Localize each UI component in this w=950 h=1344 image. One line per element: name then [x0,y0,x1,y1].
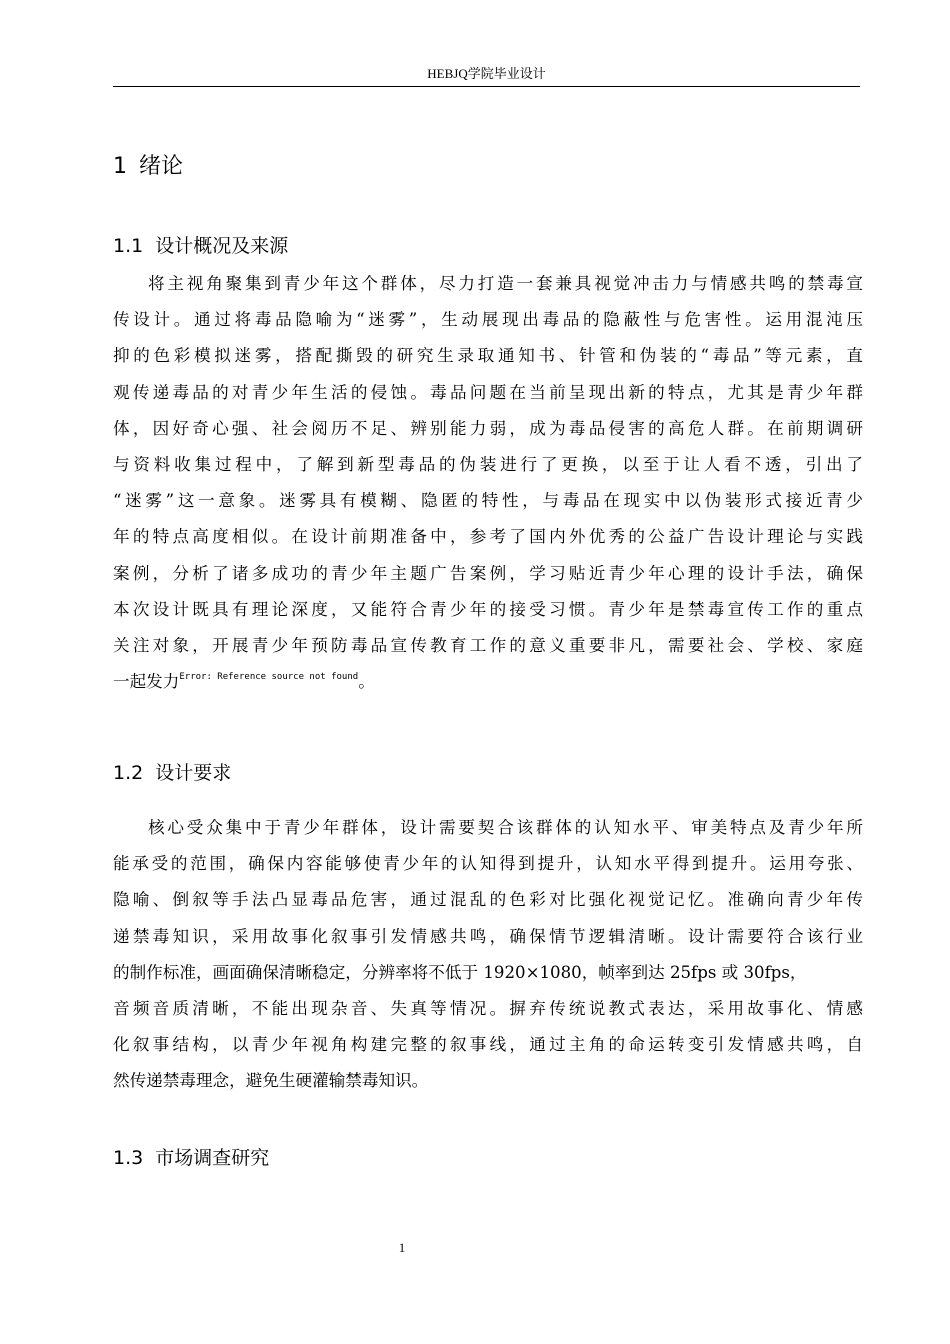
paragraph-line: 关注对象，开展青少年预防毒品宣传教育工作的意义重要非凡，需要社会、学校、家庭 [113,635,863,655]
page-number: 1 [398,1240,406,1255]
paragraph-line: 核心受众集中于青少年群体，设计需要契合该群体的认知水平、审美特点及青少年所 [148,818,863,837]
section-title: 市场调查研究 [155,1147,270,1169]
paragraph-line: 隐喻、倒叙等手法凸显毒品危害，通过混乱的色彩对比强化视觉记忆。准确向青少年传 [113,890,863,910]
chapter-heading [113,150,183,184]
paragraph-line: 将主视角聚集到青少年这个群体，尽力打造一套兼具视觉冲击力与情感共鸣的禁毒宣 [148,274,863,293]
section-1-1-paragraph [113,266,863,700]
paragraph-line: 体，因好奇心强、社会阅历不足、辨别能力弱，成为毒品侵害的高危人群。在前期调研 [113,418,863,438]
paragraph-line: 案例，分析了诸多成功的青少年主题广告案例，学习贴近青少年心理的设计手法，确保 [113,563,863,583]
paragraph-line: 能承受的范围，确保内容能够使青少年的认知得到提升，认知水平得到提升。运用夸张、 [113,854,863,874]
paragraph-line: 递禁毒知识，采用故事化叙事引发情感共鸣，确保情节逻辑清晰。设计需要符合该行业 [113,926,863,946]
section-heading-1-2 [113,758,231,788]
chapter-number: 1 [113,154,127,179]
section-number: 1.3 [113,1147,144,1169]
paragraph-line: 本次设计既具有理论深度，又能符合青少年的接受习惯。青少年是禁毒宣传工作的重点 [113,599,863,619]
paragraph-line: 与资料收集过程中，了解到新型毒品的伪装进行了更换，以至于让人看不透，引出了 [113,454,863,474]
header-rule [113,86,860,87]
section-heading-1-1 [113,231,288,261]
section-1-2-paragraph [113,810,863,1100]
paragraph-line: 抑的色彩模拟迷雾，搭配撕毁的研究生录取通知书、针管和伪装的“毒品”等元素，直 [113,346,863,366]
chapter-title: 绪论 [139,154,184,179]
section-number: 1.2 [113,762,144,784]
paragraph-punct: 。 [358,672,375,692]
reference-error: Error: Reference source not found [179,672,359,683]
paragraph-text: 一起发力 [113,672,180,692]
paragraph-line: 然传递禁毒理念，避免生硬灌输禁毒知识。 [113,1071,429,1091]
paragraph-line: 音频音质清晰，不能出现杂音、失真等情况。摒弃传统说教式表达，采用故事化、情感 [113,998,863,1018]
paragraph-line: 传设计。通过将毒品隐喻为“迷雾”，生动展现出毒品的隐蔽性与危害性。运用混沌压 [113,310,863,330]
section-heading-1-3 [113,1143,269,1173]
paragraph-line: 年的特点高度相似。在设计前期准备中，参考了国内外优秀的公益广告设计理论与实践 [113,527,863,547]
page-header: HEBJQ学院毕业设计 [427,66,546,81]
section-title: 设计要求 [155,762,232,784]
paragraph-line: 的制作标准，画面确保清晰稳定，分辨率将不低于 1920×1080，帧率到达 25fps 或 30fps， [113,962,807,982]
paragraph-line: 化叙事结构，以青少年视角构建完整的叙事线，通过主角的命运转变引发情感共鸣，自 [113,1035,863,1055]
section-title: 设计概况及来源 [155,235,289,257]
paragraph-line: “迷雾”这一意象。迷雾具有模糊、隐匿的特性，与毒品在现实中以伪装形式接近青少 [113,491,863,511]
paragraph-last-line [113,664,863,700]
paragraph-line: 观传递毒品的对青少年生活的侵蚀。毒品问题在当前呈现出新的特点，尤其是青少年群 [113,382,863,402]
section-number: 1.1 [113,235,144,257]
